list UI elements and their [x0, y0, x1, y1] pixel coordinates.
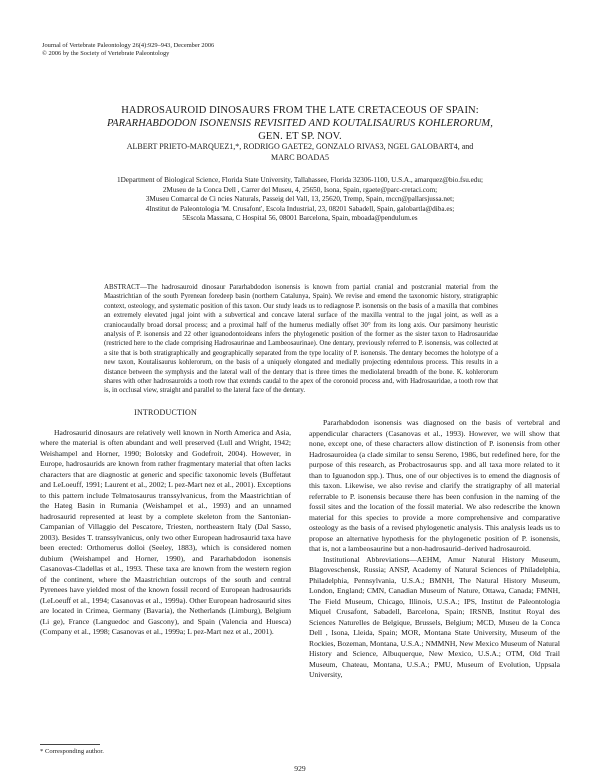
- right-paragraph-1: Pararhabdodon isonensis was diagnosed on the basis of vertebral and appendicular characters (Casanovas et al., 1993). However, we will show that none, except one, of these characters allow distinction of P. isonensis from other Hadrosauroidea (a clade similar to sensu Sereno, 1986, but redefined here, for the purpose of this research, as Probactrosaurus spp. and all taxa more related to it than to Iguanodon spp.). Thus, one of our objectives is to emend the diagnosis of this taxon. Likewise, we also revise and clarify the stratigraphy of all material referrable to P. isonensis because there has been confusion in the naming of the fossil sites and the location of the fossil material. We also redescribe the known material for this species to provide a more comprehensive and comparative osteology as the basis of a revised phylogenetic analysis. This analysis leads us to propose an alternative hypothesis for the phylogenetic position of P. isonensis, that is, not a lambeosaurine but a non-hadrosaurid–derived hadrosauroid.: [309, 418, 560, 553]
- journal-citation: Journal of Vertebrate Paleontology 26(4):929–943, December 2006: [42, 42, 215, 49]
- intro-paragraph-1: Hadrosaurid dinosaurs are relatively well known in North America and Asia, where the material is often abundant and well preserved (Lull and Wright, 1942; Weishampel and Horner, 1990; Bolotsky and Godefroit, 2004). However, in Europe, hadrosaurids are known from rather fragmentary material that often lacks characters that are diagnostic at generic and specific taxonomic levels (Buffetaut and LeLoeuff, 1991; Laurent et al., 2002; L pez-Mart nez et al., 2001). Exceptions to this pattern include Telmatosaurus transsylvanicus, from the Maastrichtian of the Hateg Basin in Rumania (Weishampel et al., 1993) and an unnamed hadrosaurid represented at least by a complete skeleton from the Santonian-Campanian of Villaggio del Pescatore, Triesten, northeastern Italy (Dal Sasso, 2003). Besides T. transsylvanicus, only two other European hadrosaurid taxa have been erected: Orthomerus dolloi (Seeley, 1883), which is considered nomen dubium (Weishampel and Horner, 1990), and Pararhabdodon isonensis Casanovas-Cladellas et al., 1993. These taxa are known from the western region of the continent, where the Maastrichtian outcrops of the south and central Pyrenees have yielded most of the known fossil record of European hadrosaurids (LeLoeuff et al., 1994; Casanovas et al., 1999a). Other European hadrosaurid sites are located in Crimea, Germany (Bavaria), the Netherlands (Limburg), Belgium (Li ge), France (Languedoc and Gascony), and Spain (Valencia and Huesca) (Company et al., 1998; Casanovas et al., 1999a; L pez-Mart nez et al., 2001).: [40, 427, 291, 636]
- title-line-3: GEN. ET SP. NOV.: [258, 131, 342, 142]
- affiliation-3: 3Museu Comarcal de Ci ncies Naturals, Passeig del Vall, 13, 25620, Tremp, Spain, mccn@pallarsjussa.net;: [145, 195, 455, 204]
- footnote-divider: [40, 744, 100, 745]
- page-number: 929: [294, 764, 306, 773]
- authors-line-1: ALBERT PRIETO-MARQUEZ1,*, RODRIGO GAETE2, GONZALO RIVAS3, NGEL GALOBART4, and: [126, 142, 474, 151]
- journal-header: [42, 42, 214, 58]
- title-line-1: HADROSAUROID DINOSAURS FROM THE LATE CRETACEOUS OF SPAIN:: [121, 105, 479, 116]
- section-heading-introduction: INTRODUCTION: [134, 408, 197, 417]
- institutional-abbreviations: Institutional Abbreviations—AEHM, Amur Natural History Museum, Blagoveschensk, Russia; ANSP, Academy of Natural Sciences of Philadelphia, Philadelphia, Pennsylvania, U.S.A.; BMNH, The Natural History Museum, London, England; CMN, Canadian Museum of Nature, Ottawa, Canada; FMNH, The Field Museum, Chicago, Illinois, U.S.A.; IPS, Institut de Paleontologia Miquel Crusafont, Sabadell, Barcelona, Spain; IRSNB, Institut Royal des Sciences Naturelles de Belgique, Brussels, Belgium; MCD, Museu de la Conca Dell , Isona, Lleida, Spain; MOR, Montana State University, Museum of the Rockies, Bozeman, Montana, U.S.A.; NMMNH, New Mexico Museum of Natural History and Science, Albuquerque, New Mexico, U.S.A.; OTM, Old Trail Museum, Chateau, Montana, U.S.A.; PMU, Museum of Evolution, Uppsala University,: [309, 554, 560, 679]
- footnote: * Corresponding author.: [40, 748, 104, 755]
- author-list: [40, 141, 560, 163]
- affiliations: [70, 176, 530, 224]
- left-column: [40, 408, 291, 638]
- authors-line-2: MARC BOADA5: [270, 153, 329, 162]
- abstract: ABSTRACT—The hadrosauroid dinosaur Pararhabdodon isonensis is known from partial cranial and postcranial material from the Maastrichtian of the south Pyrenean foredeep basin (northern Catalunya, Spain). We revise and emend the taxonomic history, stratigraphic context, osteology, and systematic position of this taxon. Our study leads us to rediagnose P. isonensis on the basis of a maxilla that combines an extremely elevated jugal joint with a subvertical and concave lateral surface of the maxilla ventral to the jugal joint, as well as a craniocaudally broad dorsal process; and a proximal half of the humerus medially offset 30° from its long axis. Our parsimony heuristic analysis of P. isonensis and 22 other iguanodontoideans infers the phylogenetic position of the former as the sister taxon to Hadrosauridae (restricted here to the clade comprising Hadrosaurinae and Lambeosaurinae). One dentary, previously referred to P. isonensis, was collected at a site that is both stratigraphically and geographically separated from the type locality of P. isonensis. The dentary becomes the holotype of a new taxon, Koutalisaurus kohlerorum, on the basis of a uniquely elongated and medially projecting edentulous process. This results in a distance between the symphysis and the lateral wall of the dentary that is three times the mediolateral breadth of the bone. K. kohlerorum shares with other hadrosauroids a tooth row that extends caudal to the apex of the coronoid process and, with Hadrosauridae, a tooth row that is, in occlusal view, straight and parallel to the lateral face of the dentary.: [104, 284, 498, 395]
- title-line-2: PARARHABDODON ISONENSIS REVISITED AND KOUTALISAURUS KOHLERORUM,: [106, 118, 494, 129]
- article-title: [40, 104, 560, 143]
- journal-copyright: © 2006 by the Society of Vertebrate Paleontology: [42, 50, 170, 57]
- right-column: [309, 418, 560, 681]
- affiliation-4: 4Institut de Paleontologia 'M. Crusafont', Escola Industrial, 23, 08201 Sabadell, Spain, galobartla@diba.es;: [145, 204, 455, 213]
- affiliation-2: 2Museu de la Conca Dell , Carrer del Museu, 4, 25650, Isona, Spain, rgaete@parc-cretaci.com;: [162, 185, 438, 194]
- affiliation-1: 1Department of Biological Science, Florida State University, Tallahassee, Florida 32306-1100, U.S.A., amarquez@bio.fsu.edu;: [117, 176, 483, 184]
- affiliation-5: 5Escola Massana, C Hospital 56, 08001 Barcelona, Spain, mboada@pendulum.es: [182, 214, 418, 223]
